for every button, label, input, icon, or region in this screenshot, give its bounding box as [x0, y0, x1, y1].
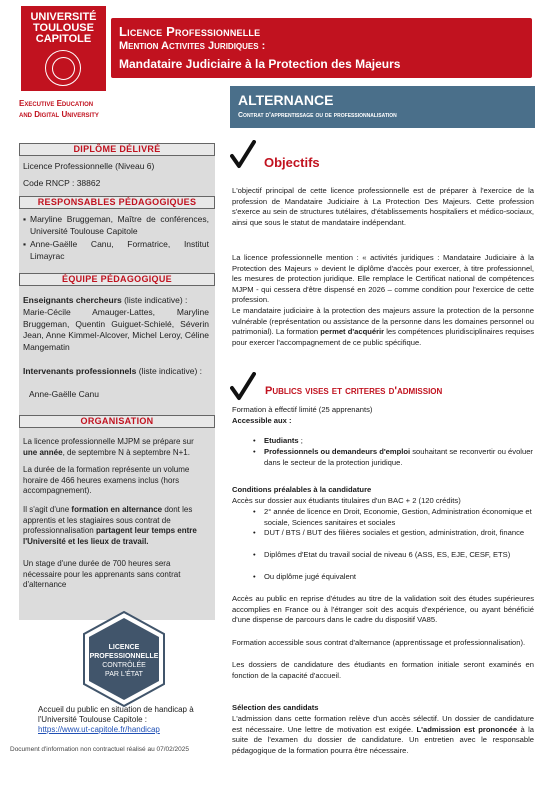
badge-line-4: PAR L'ÉTAT: [105, 671, 143, 678]
responsable-item: ▪ Maryline Bruggeman, Maître de conférences, Université Toulouse Capitole: [23, 214, 209, 237]
reprise-paragraph: Accès au public en reprise d'études au titre de la validation soit des études supérieures accomplies en France ou à l'étranger soit des acquis d'expérience, ou ayant bénéficié d'une dispense de parcours dans le cadre du dispositif VA85.: [232, 594, 534, 625]
program-title-box: [111, 18, 532, 78]
conditions-intro: Accès sur dossier aux étudiants titulaires d'un BAC + 2 (120 crédits): [232, 496, 461, 505]
responsable-item: ▪ Anne-Gaëlle Canu, Formatrice, Institut Limayrac: [23, 239, 209, 262]
alternance-banner: [230, 86, 535, 128]
condition-item: • DUT / BTS / BUT des filières sociales et gestion, administration, droit, finance: [264, 528, 534, 539]
badge-line-1: LICENCE: [108, 644, 140, 651]
checkmark-icon: [230, 140, 256, 170]
objectifs-p1: L'objectif principal de cette licence professionnelle est de préparer à l'exercice de la profession de Mandataire Judiciaire à La Protection Des Majeurs. Cette profession s'exerce au sein de structures tutélaires, d'établissements hospitaliers et médico-sociaux, ainsi que sous le statut de mandataire indépendant.: [232, 186, 534, 227]
exec-line-1: Executive Education: [19, 99, 94, 108]
badge-line-3: CONTRÔLÉE: [102, 662, 146, 669]
objectifs-p3: Le mandataire judiciaire à la protection des majeurs assure la protection de la personne vulnérable (représentation ou assistance de la personne dans les domaines personnel ou patrimonial). La formation permet d'acquérir les compétences pluridisciplinaires requises pour exercer l'accompagnement de ce public spécifique.: [232, 306, 534, 347]
conditions-title: Conditions préalables à la candidature: [232, 485, 372, 494]
equipe-heading: ÉQUIPE PÉDAGOGIQUE: [19, 273, 215, 286]
executive-education-label: [19, 98, 99, 120]
logo-line-3: CAPITOLE: [35, 33, 92, 45]
handicap-link[interactable]: https://www.ut-capitole.fr/handicap: [38, 725, 160, 734]
publics-limite: Formation à effectif limité (25 apprenants): [232, 405, 373, 414]
selection-title: Sélection des candidats: [232, 703, 319, 712]
university-seal-icon: [45, 50, 81, 86]
licence-controlee-badge: [80, 610, 168, 708]
organisation-heading: ORGANISATION: [19, 415, 215, 428]
organisation-p3: Il s'agit d'une formation en alternance dont les apprentis et les stagiaires sous contrat de professionnalisation partagent leur temps entre l'Université et les lieux de travail.: [23, 505, 197, 546]
objectifs-heading: Objectifs: [264, 155, 320, 170]
objectifs-p2: La licence professionnelle mention : « activités juridiques : Mandataire Judiciaire à la Protection des Majeurs » devient le diplôme d'accès pour exercer, à titre professionnel, les mesures de protection juridique. Elle remplace le Certificat national de compétences MJPM - qui cessera d'être dispensé en 2026 – comme condition pour l'exercice de cette profession.: [232, 253, 534, 305]
publics-heading: Publics vises et criteres d'admission: [265, 385, 443, 397]
intervenants-label: Intervenants professionnels (liste indicative) :: [23, 366, 203, 376]
title-line-3: Mandataire Judiciaire à la Protection des Majeurs: [119, 57, 401, 71]
publics-item: • Professionnels ou demandeurs d'emploi souhaitant se reconvertir ou évoluer dans le secteur de la protection juridique.: [264, 447, 534, 468]
access-line-1: Accueil du public en situation de handicap à: [38, 705, 194, 714]
diplome-line-2: Code RNCP : 38862: [23, 178, 101, 188]
responsables-heading: RESPONSABLES PÉDAGOGIQUES: [19, 196, 215, 209]
title-line-1: Licence Professionnelle: [119, 24, 261, 39]
publics-accessible: Accessible aux :: [232, 416, 292, 425]
alternance-title: ALTERNANCE: [238, 92, 334, 108]
exec-line-2: and Digital University: [19, 110, 99, 119]
publics-item: • Etudiants ;: [264, 436, 534, 447]
badge-line-2: PROFESSIONNELLE: [89, 653, 159, 660]
checkmark-icon: [230, 372, 256, 402]
condition-item: • 2° année de licence en Droit, Economie, Gestion, Administration économique et sociale, Sciences sanitaires et sociales: [264, 507, 534, 528]
condition-item: • Diplômes d'Etat du travail social de niveau 6 (ASS, ES, EJE, CESF, ETS): [264, 550, 534, 561]
logo-line-1: UNIVERSITÉ: [30, 11, 97, 23]
enseignants-label: Enseignants chercheurs (liste indicative) :: [23, 295, 188, 305]
sidebar: [19, 143, 215, 620]
diplome-line-1: Licence Professionnelle (Niveau 6): [23, 161, 155, 171]
alternance-subtitle: Contrat d'apprentissage ou de professionnalisation: [238, 112, 397, 119]
formation-paragraph: Formation accessible sous contrat d'alternance (apprentissage et professionnalisation).: [232, 638, 526, 647]
enseignants-list: Marie-Cécile Amauger-Lattes, Maryline Bruggeman, Quentin Guiguet-Schielé, Séverin Jean, Anne Kimmel-Alcover, Michel Leroy, Céline Mangematin: [23, 307, 209, 352]
badge-text: [80, 643, 168, 679]
logo-line-2: TOULOUSE: [33, 22, 94, 34]
university-logo: [21, 6, 106, 91]
organisation-p1: La licence professionnelle MJPM se prépare sur une année, de septembre N à septembre N+1.: [23, 437, 194, 457]
title-line-2: Mention Activites Juridiques :: [119, 40, 266, 52]
accessibility-note: [38, 705, 194, 735]
selection-paragraph: L'admission dans cette formation relève d'un accès sélectif. Un dossier de candidature est nécessaire. Une lettre de motivation est exigée. L'admission est prononcée à la suite de l'examen du dossier de candidature. Un entretien avec le responsable pédagogique de la formation pourra être nécessaire.: [232, 714, 535, 755]
diplome-heading: DIPLÔME DÉLIVRÉ: [19, 143, 215, 156]
condition-item: • Ou diplôme jugé équivalent: [264, 572, 534, 583]
dossiers-paragraph: Les dossiers de candidature des étudiants en formation initiale seront examinés en fonction de la capacité d'accueil.: [232, 660, 534, 680]
access-line-2: l'Université Toulouse Capitole :: [38, 715, 147, 724]
organisation-p2: La durée de la formation représente un volume horaire de 466 heures examens inclus (hors accompagnement).: [23, 465, 190, 495]
document-note: Document d'information non contractuel réalisé au 07/02/2025: [10, 746, 190, 753]
organisation-p4: Un stage d'une durée de 700 heures sera nécessaire pour les apprenants sans contrat d'alternance: [23, 559, 181, 589]
intervenants-list: Anne-Gaëlle Canu: [29, 389, 99, 399]
